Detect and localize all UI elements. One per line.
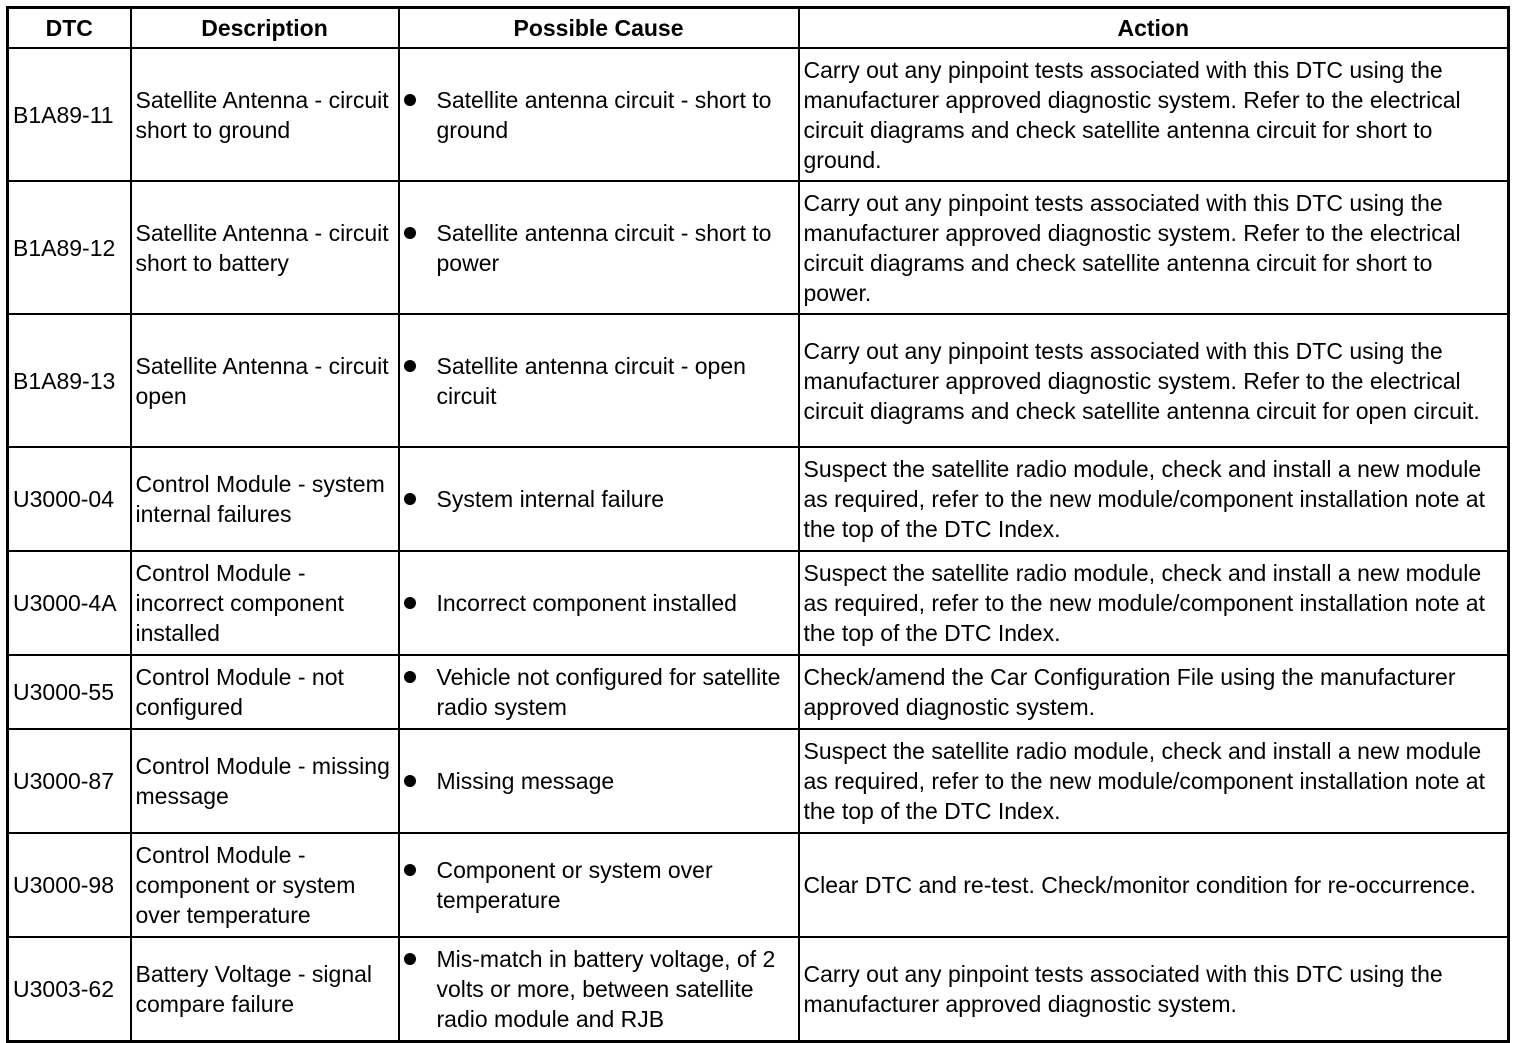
- action-cell: Carry out any pinpoint tests associated with this DTC using the manufacturer approved diagnostic system. Refer to the electrical circuit diagrams and check satellite antenna circuit for short to power.: [799, 181, 1509, 314]
- dtc-code: U3000-4A: [8, 551, 131, 655]
- bullet-icon: [404, 360, 416, 372]
- description-cell: Control Module - not configured: [131, 655, 399, 729]
- bullet-icon: [404, 94, 416, 106]
- cause-text: Mis-match in battery voltage, of 2 volts or more, between satellite radio module and RJB: [436, 946, 776, 1032]
- bullet-icon: [404, 671, 416, 683]
- action-cell: Check/amend the Car Configuration File using the manufacturer approved diagnostic system.: [799, 655, 1509, 729]
- cause-cell: [399, 314, 799, 447]
- dtc-code: U3003-62: [8, 937, 131, 1042]
- cause-cell: [399, 447, 799, 551]
- action-cell: Carry out any pinpoint tests associated with this DTC using the manufacturer approved diagnostic system.: [799, 937, 1509, 1042]
- header-action: Action: [799, 8, 1509, 49]
- cause-text: Satellite antenna circuit - open circuit: [436, 352, 746, 409]
- cause-text: System internal failure: [436, 486, 665, 512]
- description-cell: Control Module - missing message: [131, 729, 399, 833]
- action-cell: Carry out any pinpoint tests associated with this DTC using the manufacturer approved diagnostic system. Refer to the electrical circuit diagrams and check satellite antenna circuit for short to ground.: [799, 48, 1509, 181]
- action-cell: Suspect the satellite radio module, check and install a new module as required, refer to the new module/component installation note at the top of the DTC Index.: [799, 729, 1509, 833]
- header-dtc: DTC: [8, 8, 131, 49]
- table-row: [8, 729, 1509, 833]
- cause-text: Component or system over temperature: [436, 857, 713, 913]
- cause-cell: [399, 833, 799, 937]
- bullet-icon: [404, 775, 416, 787]
- description-cell: Satellite Antenna - circuit short to battery: [131, 181, 399, 314]
- action-cell: Suspect the satellite radio module, check and install a new module as required, refer to the new module/component installation note at the top of the DTC Index.: [799, 551, 1509, 655]
- dtc-code: U3000-55: [8, 655, 131, 729]
- cause-cell: [399, 551, 799, 655]
- cause-cell: [399, 729, 799, 833]
- bullet-icon: [404, 597, 416, 609]
- header-row: [8, 8, 1509, 49]
- table-row: [8, 314, 1509, 447]
- table-row: [8, 833, 1509, 937]
- table-row: [8, 48, 1509, 181]
- bullet-icon: [404, 227, 416, 239]
- cause-text: Missing message: [436, 768, 615, 794]
- bullet-icon: [404, 953, 416, 965]
- dtc-code: B1A89-12: [8, 181, 131, 314]
- cause-cell: [399, 655, 799, 729]
- cause-cell: [399, 937, 799, 1042]
- bullet-icon: [404, 493, 416, 505]
- action-cell: Suspect the satellite radio module, check and install a new module as required, refer to the new module/component installation note at the top of the DTC Index.: [799, 447, 1509, 551]
- table-row: [8, 655, 1509, 729]
- dtc-code: U3000-98: [8, 833, 131, 937]
- description-cell: Control Module - component or system over temperature: [131, 833, 399, 937]
- bullet-icon: [404, 864, 416, 876]
- cause-cell: [399, 181, 799, 314]
- action-cell: Clear DTC and re-test. Check/monitor condition for re-occurrence.: [799, 833, 1509, 937]
- description-cell: Satellite Antenna - circuit open: [131, 314, 399, 447]
- dtc-table: [6, 6, 1510, 1043]
- description-cell: Control Module - system internal failures: [131, 447, 399, 551]
- table-row: [8, 937, 1509, 1042]
- table-row: [8, 551, 1509, 655]
- header-possible-cause: Possible Cause: [399, 8, 799, 49]
- table-row: [8, 181, 1509, 314]
- cause-text: Incorrect component installed: [436, 590, 737, 616]
- cause-text: Vehicle not configured for satellite radio system: [436, 664, 781, 720]
- cause-text: Satellite antenna circuit - short to ground: [436, 86, 772, 143]
- dtc-code: U3000-04: [8, 447, 131, 551]
- description-cell: Satellite Antenna - circuit short to ground: [131, 48, 399, 181]
- description-cell: Control Module - incorrect component installed: [131, 551, 399, 655]
- cause-text: Satellite antenna circuit - short to power: [436, 219, 772, 276]
- description-cell: Battery Voltage - signal compare failure: [131, 937, 399, 1042]
- action-cell: Carry out any pinpoint tests associated with this DTC using the manufacturer approved diagnostic system. Refer to the electrical circuit diagrams and check satellite antenna circuit for open circuit.: [799, 314, 1509, 447]
- cause-cell: [399, 48, 799, 181]
- dtc-code: B1A89-13: [8, 314, 131, 447]
- dtc-code: B1A89-11: [8, 48, 131, 181]
- dtc-code: U3000-87: [8, 729, 131, 833]
- table-row: [8, 447, 1509, 551]
- header-description: Description: [131, 8, 399, 49]
